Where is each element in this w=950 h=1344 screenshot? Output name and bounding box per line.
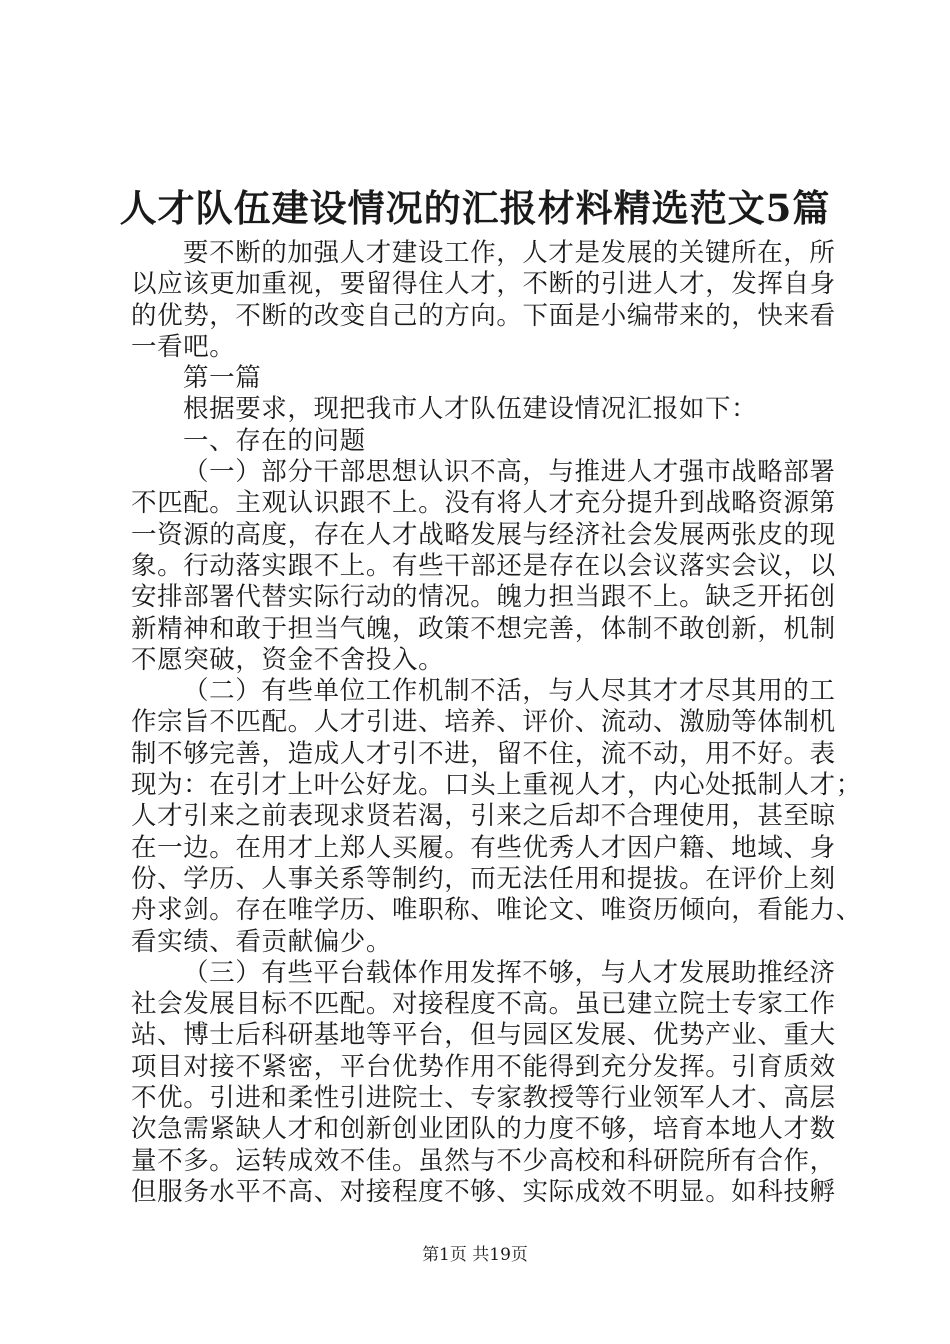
text-line: 一、存在的问题 bbox=[183, 425, 366, 456]
text-line: 舟求剑。存在唯学历、唯职称、唯论文、唯资历倾向，看能力、 bbox=[131, 895, 862, 926]
text-line: 一资源的高度，存在人才战略发展与经济社会发展两张皮的现 bbox=[131, 519, 836, 550]
text-line: 现为：在引才上叶公好龙。口头上重视人才，内心处抵制人才； bbox=[131, 770, 862, 801]
text-line: 不愿突破，资金不舍投入。 bbox=[131, 644, 445, 675]
text-line: 安排部署代替实际行动的情况。魄力担当跟不上。缺乏开拓创 bbox=[131, 582, 836, 613]
text-line: 人才引来之前表现求贤若渴，引来之后却不合理使用，甚至晾 bbox=[131, 801, 836, 832]
text-line: 不优。引进和柔性引进院士、专家教授等行业领军人才、高层 bbox=[131, 1083, 836, 1114]
text-line: 项目对接不紧密，平台优势作用不能得到充分发挥。引育质效 bbox=[131, 1051, 836, 1082]
page-footer: 第1页 共19页 bbox=[422, 1245, 528, 1265]
text-line: 以应该更加重视，要留得住人才，不断的引进人才，发挥自身 bbox=[131, 269, 836, 300]
text-line: 社会发展目标不匹配。对接程度不高。虽已建立院士专家工作 bbox=[131, 989, 836, 1020]
text-line: 次急需紧缺人才和创新创业团队的力度不够，培育本地人才数 bbox=[131, 1114, 836, 1145]
text-line: 根据要求，现把我市人才队伍建设情况汇报如下： bbox=[183, 394, 758, 425]
text-line: （一）部分干部思想认识不高，与推进人才强市战略部署 bbox=[183, 457, 836, 488]
document-body bbox=[131, 238, 862, 1208]
text-line: 制不够完善，造成人才引不进，留不住，流不动，用不好。表 bbox=[131, 738, 836, 769]
text-line: 在一边。在用才上郑人买履。有些优秀人才因户籍、地域、身 bbox=[131, 832, 836, 863]
text-line: 要不断的加强人才建设工作，人才是发展的关键所在，所 bbox=[183, 238, 836, 268]
text-line: （二）有些单位工作机制不活，与人尽其才才尽其用的工 bbox=[183, 676, 836, 707]
text-line: （三）有些平台载体作用发挥不够，与人才发展助推经济 bbox=[183, 957, 836, 988]
text-line: 第一篇 bbox=[183, 363, 262, 394]
text-line: 象。行动落实跟不上。有些干部还是存在以会议落实会议，以 bbox=[131, 550, 836, 581]
text-line: 份、学历、人事关系等制约，而无法任用和提拔。在评价上刻 bbox=[131, 863, 836, 894]
text-line: 但服务水平不高、对接程度不够、实际成效不明显。如科技孵 bbox=[131, 1176, 836, 1207]
text-line: 作宗旨不匹配。人才引进、培养、评价、流动、激励等体制机 bbox=[131, 707, 836, 738]
text-line: 的优势，不断的改变自己的方向。下面是小编带来的，快来看 bbox=[131, 300, 836, 331]
text-line: 看实绩、看贡献偏少。 bbox=[131, 926, 393, 957]
text-line: 一看吧。 bbox=[131, 331, 236, 362]
text-line: 站、博士后科研基地等平台，但与园区发展、优势产业、重大 bbox=[131, 1020, 836, 1051]
text-line: 不匹配。主观认识跟不上。没有将人才充分提升到战略资源第 bbox=[131, 488, 836, 519]
text-line: 新精神和敢于担当气魄，政策不想完善，体制不敢创新，机制 bbox=[131, 613, 836, 644]
document-title: 人才队伍建设情况的汇报材料精选范文5篇 bbox=[119, 186, 831, 230]
text-line: 量不多。运转成效不佳。虽然与不少高校和科研院所有合作， bbox=[131, 1145, 836, 1176]
